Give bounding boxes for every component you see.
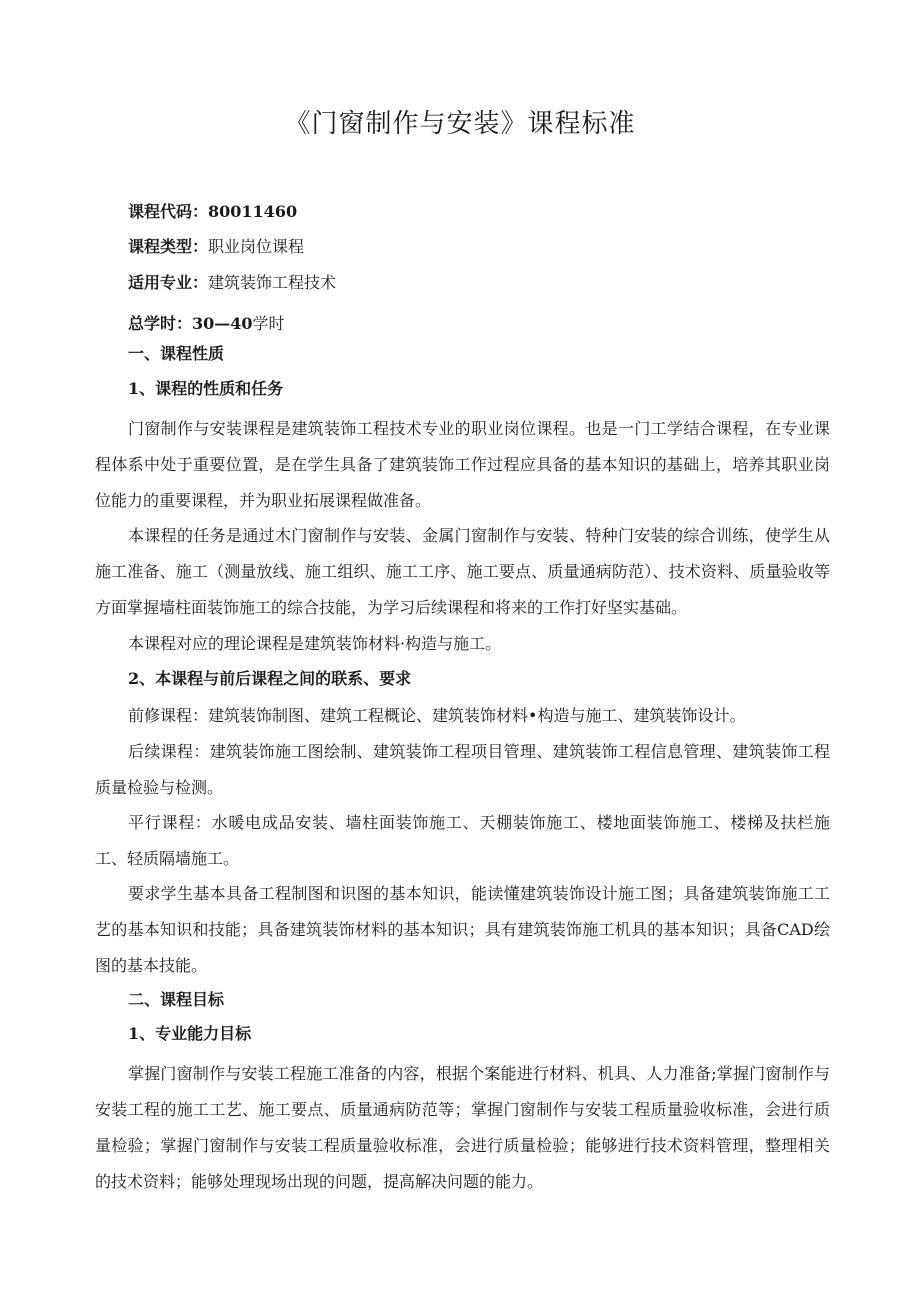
course-code-value: 80011460 (208, 202, 298, 221)
total-hours-label: 总学时： (128, 314, 193, 333)
course-type-value: 职业岗位课程 (208, 237, 305, 256)
total-hours-line (128, 313, 285, 335)
total-hours-value: 30—40 (192, 314, 253, 333)
applicable-major-label: 适用专业： (128, 273, 209, 292)
section-2-heading: 二、课程目标 (128, 990, 225, 1009)
paragraph-course-task: 本课程的任务是通过木门窗制作与安装、金属门窗制作与安装、特种门安装的综合训练，使学生从施工准备、施工（测量放线、施工组织、施工工序、施工要点、质量通病防范）、技术资料、质量验收等方面掌握墙柱面装饰施工的综合技能，为学习后续课程和将来的工作打好坚实基础。 (95, 526, 830, 617)
applicable-major-value: 建筑装饰工程技术 (208, 273, 337, 292)
applicable-major-line (128, 272, 336, 294)
section-2-1-heading: 1、专业能力目标 (128, 1024, 252, 1043)
document-title: 《门窗制作与安装》课程标准 (284, 109, 636, 139)
course-code-line (128, 201, 297, 223)
course-type-line (128, 236, 304, 258)
paragraph-parallel-courses: 平行课程：水暖电成品安装、墙柱面装饰施工、天棚装饰施工、楼地面装饰施工、楼梯及扶栏施工、轻质隔墙施工。 (95, 813, 830, 868)
paragraph-requirements: 要求学生基本具备工程制图和识图的基本知识，能读懂建筑装饰设计施工图；具备建筑装饰施工工艺的基本知识和技能；具备建筑装饰材料的基本知识；具有建筑装饰施工机具的基本知识；具备CAD绘图的基本技能。 (95, 884, 830, 975)
paragraph-course-nature: 门窗制作与安装课程是建筑装饰工程技术专业的职业岗位课程。也是一门工学结合课程，在专业课程体系中处于重要位置，是在学生具备了建筑装饰工作过程应具备的基本知识的基础上，培养其职业岗位能力的重要课程，并为职业拓展课程做准备。 (95, 419, 830, 510)
paragraph-follow-up-courses: 后续课程：建筑装饰施工图绘制、建筑装饰工程项目管理、建筑装饰工程信息管理、建筑装饰工程质量检验与检测。 (95, 742, 830, 797)
section-1-1-heading: 1、课程的性质和任务 (128, 379, 284, 398)
paragraph-prerequisite-courses: 前修课程：建筑装饰制图、建筑工程概论、建筑装饰材料•构造与施工、建筑装饰设计。 (128, 706, 746, 725)
course-type-label: 课程类型： (128, 237, 209, 256)
total-hours-unit: 学时 (252, 314, 285, 333)
section-1-heading: 一、课程性质 (128, 344, 225, 363)
paragraph-professional-ability: 掌握门窗制作与安装工程施工准备的内容，根据个案能进行材料、机具、人力准备;掌握门窗制作与安装工程的施工工艺、施工要点、质量通病防范等；掌握门窗制作与安装工程质量验收标准，会进行质量检验；掌握门窗制作与安装工程质量验收标准，会进行质量检验；能够进行技术资料管理，整理相关的技术资料；能够处理现场出现的问题，提高解决问题的能力。 (95, 1064, 830, 1191)
section-1-2-heading: 2、本课程与前后课程之间的联系、要求 (128, 669, 412, 688)
paragraph-theory-course: 本课程对应的理论课程是建筑装饰材料·构造与施工。 (128, 634, 502, 653)
course-code-label: 课程代码： (128, 202, 209, 221)
